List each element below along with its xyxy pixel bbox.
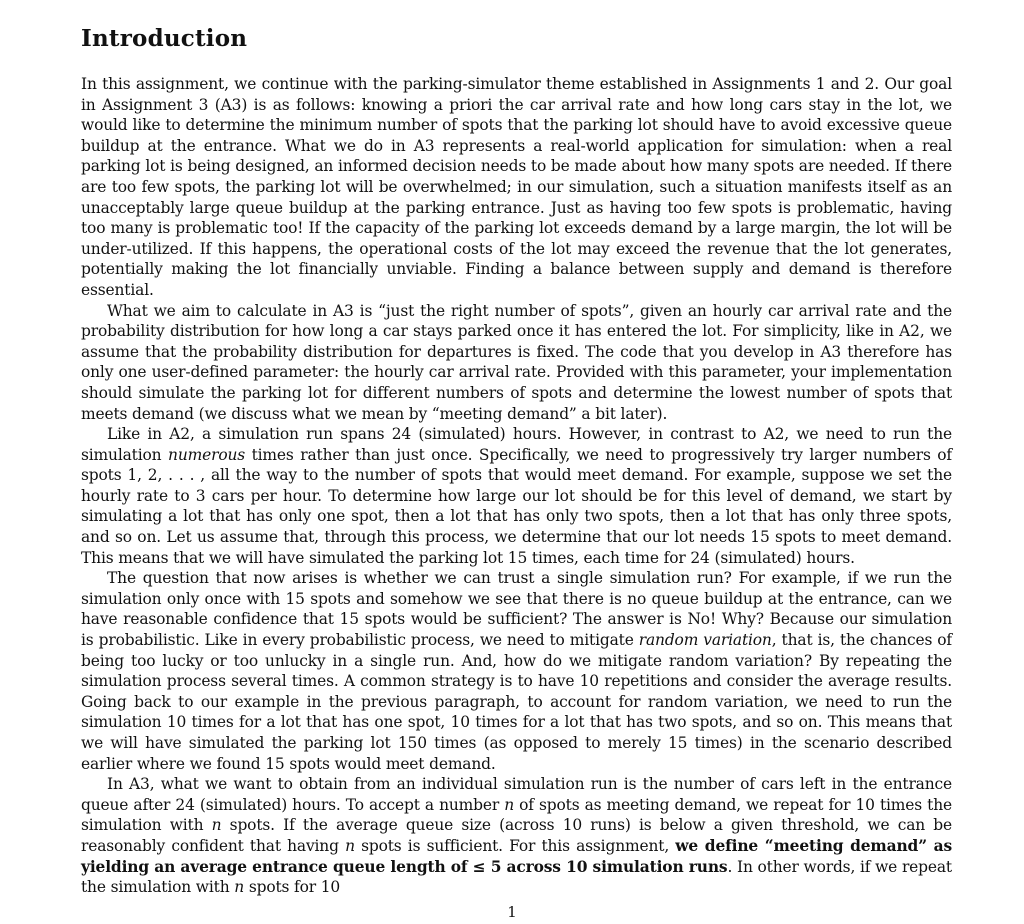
paragraph-5-text-e: . In other words, if we repeat the simulation with: [81, 857, 952, 897]
math-variable-n: n: [345, 836, 355, 855]
body-text: [81, 74, 952, 898]
paragraph-2: What we aim to calculate in A3 is “just the right number of spots”, given an hourly car arrival rate and the probability distribution for how long a car stays parked once it has entered the lot. For simplicity, like in A2, we assume that the probability distribution for departures is fixed. The code that you develop in A3 therefore has only one user-defined parameter: the hourly car arrival rate. Provided with this parameter, your implementation should simulate the parking lot for different numbers of spots and determine the lowest number of spots that meets demand (we discuss what we mean by “meeting demand” a bit later).: [81, 301, 952, 423]
paragraph-3-text-b: times rather than just once. Specifically, we need to progressively try larger numbers of spots 1, 2, . . . , all the way to the number of spots that would meet demand. For example, suppose we set the hourly rate to 3 cars per hour. To determine how large our lot should be for this level of demand, we start by simulating a lot that has only one spot, then a lot that has only two spots, then a lot that has only three spots, and so on. Let us assume that, through this process, we determine that our lot needs 15 spots to meet demand. This means that we will have simulated the parking lot 15 times, each time for 24 (simulated) hours.: [81, 445, 952, 567]
paragraph-3: [81, 424, 952, 568]
paragraph-5-text-f: spots for 10: [244, 878, 341, 897]
paragraph-4-emphasis: random variation: [638, 631, 772, 650]
meeting-demand-definition: we define “meeting demand” as yielding an average entrance queue length of ≤ 5 across 10 simulation runs: [81, 835, 953, 876]
paragraph-3-emphasis: numerous: [168, 445, 246, 464]
paragraph-3-text-a: Like in A2, a simulation run spans 24 (simulated) hours. However, in contrast to A2, we need to run the simulation: [81, 425, 952, 464]
page-number: 1: [507, 903, 517, 921]
paragraph-1: In this assignment, we continue with the parking-simulator theme established in Assignments 1 and 2. Our goal in Assignment 3 (A3) is as follows: knowing a priori the car arrival rate and how long cars stay in the lot, we would like to determine the minimum number of spots that the parking lot should have to avoid excessive queue buildup at the entrance. What we do in A3 represents a real-world application for simulation: when a real parking lot is being designed, an informed decision needs to be made about how many spots are needed. If there are too few spots, the parking lot will be overwhelmed; in our simulation, such a situation manifests itself as an unacceptably large queue buildup at the parking entrance. Just as having too few spots is problematic, having too many is problematic too! If the capacity of the parking lot exceeds demand by a large margin, the lot will be under-utilized. If this happens, the operational costs of the lot may exceed the revenue that the lot generates, potentially making the lot financially unviable. Finding a balance between supply and demand is therefore essential.: [81, 75, 952, 299]
paragraph-5-text-d: spots is sufficient. For this assignment,: [354, 836, 676, 855]
paragraph-5: [81, 774, 952, 898]
section-heading: Introduction: [81, 25, 248, 52]
math-variable-n: n: [211, 816, 222, 835]
paragraph-5-text-a: In A3, what we want to obtain from an individual simulation run is the number of cars left in the entrance queue after 24 (simulated) hours. To accept a number: [81, 775, 952, 814]
math-variable-n: n: [234, 878, 245, 897]
paragraph-5-text-b: of spots as meeting demand, we repeat for 10 times the simulation with: [81, 795, 952, 835]
document-page: [81, 24, 952, 898]
paragraph-5-text-c: spots. If the average queue size (across 10 runs) is below a given threshold, we can be reasonably confident that having: [81, 816, 953, 855]
paragraph-4-text-a: The question that now arises is whether we can trust a single simulation run? For example, if we run the simulation only once with 15 spots and somehow we see that there is no queue buildup at the entrance, can we have reasonable confidence that 15 spots would be sufficient? The answer is No! Why? Because our simulation is probabilistic. Like in every probabilistic process, we need to mitigate: [81, 569, 952, 650]
math-variable-n: n: [504, 795, 515, 814]
paragraph-4-text-b: , that is, the chances of being too lucky or too unlucky in a single run. And, how do we mitigate random variation? By repeating the simulation process several times. A common strategy is to have 10 repetitions and consider the average results. Going back to our example in the previous paragraph, to account for random variation, we need to run the simulation 10 times for a lot that has one spot, 10 times for a lot that has two spots, and so on. This means that we will have simulated the parking lot 150 times (as opposed to merely 15 times) in the scenario described earlier where we found 15 spots would meet demand.: [81, 631, 952, 773]
paragraph-4: [81, 568, 952, 774]
